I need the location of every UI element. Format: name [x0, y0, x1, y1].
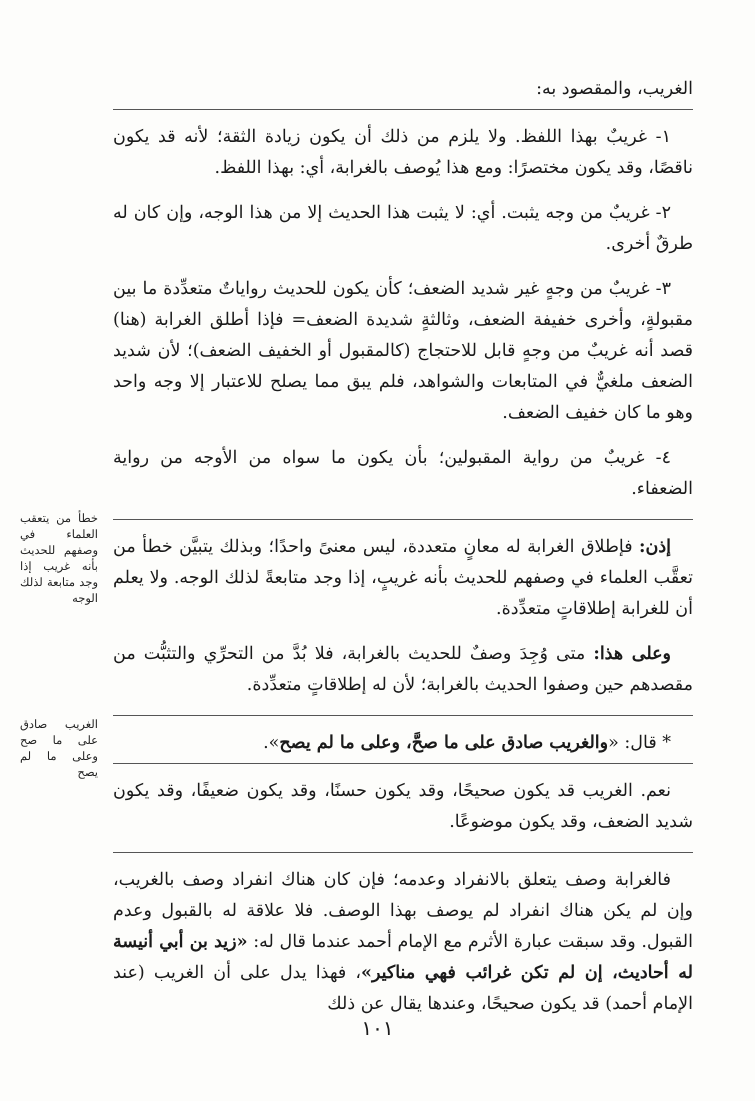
- divider: [113, 852, 693, 853]
- item-3: ٣- غريبٌ من وجهٍ غير شديد الضعف؛ كأن يكون للحديث رواياتٌ متعدِّدة ما بين مقبولةٍ، وأخرى خفيفة الضعف، وثالثةٍ شديدة الضعف= فإذا أطلق الغرابة (هنا) قصد أنه غريبٌ من وجهٍ قابل للاحتجاج (كالمقبول أو الخفيف الضعف)؛ لأن شديد الضعف ملغيٌّ في المتابعات والشواهد، فلم يبق مما يصلح للاعتبار إلا وجه واحد وهو ما كان خفيف الضعف.: [113, 279, 693, 423]
- qala-prefix: * قال: «: [608, 733, 671, 753]
- qala-suffix: ».: [263, 733, 280, 753]
- divider: [113, 763, 693, 764]
- ala-hadha-text: متى وُجِدَ وصفٌ للحديث بالغرابة، فلا بُدَّ من التحرِّي والتثبُّت من مقصدهم حين وصفوا الحديث بالغرابة؛ لأن له إطلاقاتٍ متعدِّدة.: [113, 644, 693, 695]
- main-text: [113, 74, 693, 1034]
- last-bold-quote: «زيد بن أبي أنيسة له أحاديث، إن لم تكن غرائب فهي مناكير»: [113, 932, 693, 983]
- idhan-paragraph: [113, 532, 693, 625]
- divider: [113, 715, 693, 716]
- naam-paragraph: نعم. الغريب قد يكون صحيحًا، وقد يكون حسنًا، وقد يكون ضعيفًا، وقد يكون شديد الضعف، وقد يكون موضوعًا.: [113, 781, 693, 832]
- margin-note-2: الغريب صادق على ما صح وعلى ما لم يصح: [20, 717, 98, 779]
- item-1: ١- غريبٌ بهذا اللفظ. ولا يلزم من ذلك أن يكون زيادة الثقة؛ لأنه قد يكون ناقصًا، وقد يكون مختصرًا: ومع هذا يُوصف بالغرابة، أي: بهذا اللفظ.: [113, 127, 693, 178]
- intro-line: الغريب، والمقصود به:: [536, 79, 693, 99]
- divider: [113, 519, 693, 520]
- last-text-1: فالغرابة وصف يتعلق بالانفراد وعدمه؛ فإن كان هناك انفراد وصف بالغريب، وإن لم يكن هناك انفراد لم يوصف بهذا الوصف. فلا علاقة له بالقبول وعدم القبول. وقد سبقت عبارة الأثرم مع الإمام أحمد عندما قال له:: [113, 870, 694, 952]
- last-paragraph: [113, 865, 693, 1020]
- idhan-text: فإطلاق الغرابة له معانٍ متعددة، ليس معنىً واحدًا؛ وبذلك يتبيَّن خطأ من تعقَّب العلماء في وصفهم للحديث بأنه غريبٍ، إذا وجد متابعةً لذلك الوجه. ولا يعلم أن للغرابة إطلاقاتٍ متعدِّدة.: [113, 537, 693, 619]
- margin-note-1: خطأ من يتعقب العلماء في وصفهم للحديث بأنه غريب إذا وجد متابعة لذلك الوجه: [20, 511, 98, 605]
- ala-hadha-paragraph: [113, 639, 693, 701]
- ala-hadha-lead: وعلى هذا:: [593, 644, 671, 664]
- divider: [113, 109, 693, 110]
- idhan-lead: إذن:: [639, 537, 671, 557]
- qala-line: [113, 728, 693, 759]
- page-number: ١٠١: [361, 1016, 394, 1040]
- last-text-2: ، فهذا يدل على أن الغريب (عند الإمام أحمد) قد يكون صحيحًا، وعندها يقال عن ذلك: [113, 963, 693, 1014]
- item-2: ٢- غريبٌ من وجه يثبت. أي: لا يثبت هذا الحديث إلا من هذا الوجه، وإن كان له طرقٌ أخرى.: [113, 203, 693, 254]
- item-4: ٤- غريبٌ من رواية المقبولين؛ بأن يكون ما سواه من الأوجه من رواية الضعفاء.: [113, 448, 693, 499]
- qala-quote: والغريب صادق على ما صحَّ، وعلى ما لم يصح: [279, 733, 609, 753]
